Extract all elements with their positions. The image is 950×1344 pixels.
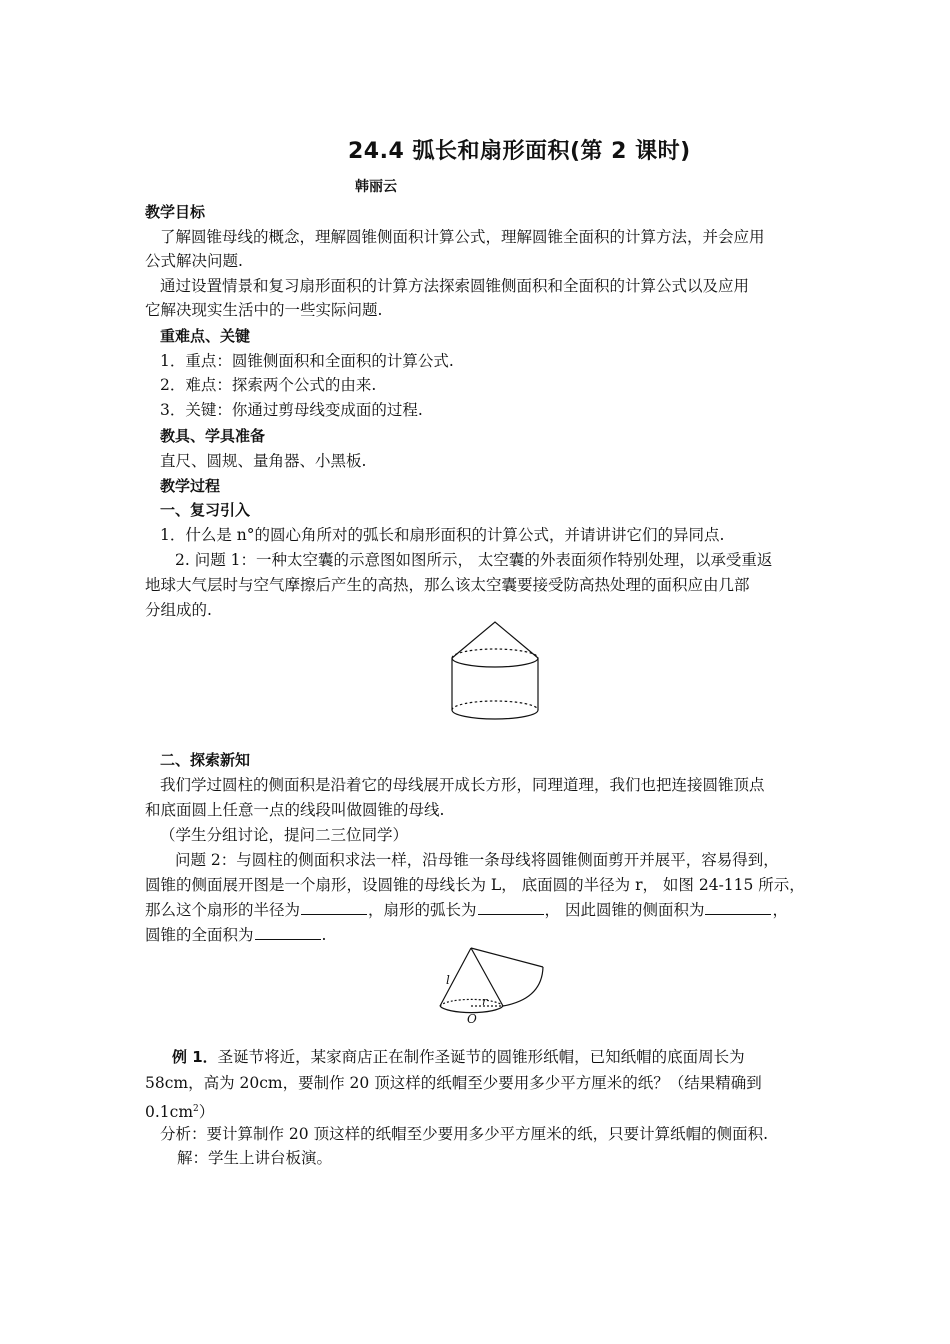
key-item-1: 1．重点：圆锥侧面积和全面积的计算公式. (160, 352, 454, 370)
section-1-question-2-cont-1: 地球大气层时与空气摩擦后产生的高热，那么该太空囊要接受防高热处理的面积应由几部 (145, 576, 750, 594)
tools-heading: 教具、学具准备 (160, 427, 266, 445)
section-1-question-2-cont-2: 分组成的. (145, 601, 212, 619)
radius-label: r (482, 995, 488, 1008)
example-1-unit-exponent: 2 (193, 1104, 199, 1114)
section-1-heading: 一、复习引入 (160, 501, 251, 519)
example-1-line-3 (145, 1097, 815, 1124)
section-2-paragraph-2: （学生分组讨论，提问二三位同学） (160, 826, 409, 844)
example-1-line-2: 58cm，高为 20cm，要制作 20 顶这样的纸帽至少要用多少平方厘米的纸？（结果精确到 (145, 1074, 762, 1092)
section-2-question-2-cont-1: 圆锥的侧面展开图是一个扇形，设圆锥的母线长为 L， 底面圆的半径为 r， 如图 24-115 所示， (145, 876, 805, 894)
section-2-question-2: 问题 2：与圆柱的侧面积求法一样，沿母锥一条母线将圆锥侧面剪开并展平，容易得到， (175, 851, 779, 869)
key-heading: 重难点、关键 (160, 327, 251, 345)
process-heading: 教学过程 (160, 477, 221, 495)
goals-heading: 教学目标 (145, 203, 206, 221)
goals-paragraph-2-cont: 它解决现实生活中的一些实际问题. (145, 301, 383, 319)
example-1-end: ） (198, 1103, 215, 1122)
q2-text-b: ，扇形的弧长为 (368, 901, 477, 919)
tools-text: 直尺、圆规、量角器、小黑板. (160, 452, 367, 470)
answer-blank-total-area (255, 923, 321, 940)
section-2-paragraph-1: 我们学过圆柱的侧面积是沿着它的母线展开成长方形，同理道理，我们也把连接圆锥顶点 (160, 776, 765, 794)
section-1-question-2: 2. 问题 1：一种太空囊的示意图如图所示， 太空囊的外表面须作特别处理，以承受重返 (175, 551, 773, 569)
section-2-question-2-cont-2 (145, 898, 815, 922)
example-1-unit: 0.1cm (145, 1103, 194, 1122)
example-1-label: 例 1． (172, 1048, 218, 1066)
goals-paragraph-2: 通过设置情景和复习扇形面积的计算方法探索圆锥侧面积和全面积的计算公式以及应用 (160, 277, 750, 295)
q2-text-f: . (321, 926, 327, 944)
analysis-text: 分析：要计算制作 20 顶这样的纸帽至少要用多少平方厘米的纸，只要计算纸帽的侧面积. (160, 1125, 769, 1143)
answer-blank-arc-length (478, 898, 544, 915)
author-name: 韩丽云 (355, 179, 397, 195)
q2-text-d: ， (772, 901, 788, 919)
slant-height-label: l (446, 973, 450, 987)
example-1-text: 圣诞节将近，某家商店正在制作圣诞节的圆锥形纸帽，已知纸帽的底面周长为 (217, 1048, 745, 1066)
section-1-question-1: 1．什么是 n°的圆心角所对的弧长和扇形面积的计算公式，并请讲讲它们的异同点. (160, 526, 725, 544)
answer-blank-sector-radius (301, 898, 367, 915)
section-2-paragraph-1-cont: 和底面圆上任意一点的线段叫做圆锥的母线. (145, 801, 445, 819)
section-2-heading: 二、探索新知 (160, 751, 251, 769)
example-1-line-1 (172, 1045, 842, 1069)
q2-text-c: ， 因此圆锥的侧面积为 (544, 901, 705, 919)
space-capsule-figure (440, 618, 550, 724)
goals-paragraph-1-cont: 公式解决问题. (145, 252, 243, 270)
key-item-3: 3．关键：你通过剪母线变成面的过程. (160, 401, 423, 419)
q2-text-e: 圆锥的全面积为 (145, 926, 254, 944)
page-title: 24.4 弧长和扇形面积(第 2 课时) (348, 139, 691, 164)
q2-text-a: 那么这个扇形的半径为 (145, 901, 301, 919)
answer-blank-lateral-area (705, 898, 771, 915)
solution-text: 解：学生上讲台板演。 (177, 1149, 333, 1167)
key-item-2: 2．难点：探索两个公式的由来. (160, 376, 377, 394)
cone-unfolding-figure (430, 944, 555, 1030)
center-label: O (467, 1012, 477, 1026)
goals-paragraph-1: 了解圆锥母线的概念，理解圆锥侧面积计算公式，理解圆锥全面积的计算方法，并会应用 (160, 228, 765, 246)
